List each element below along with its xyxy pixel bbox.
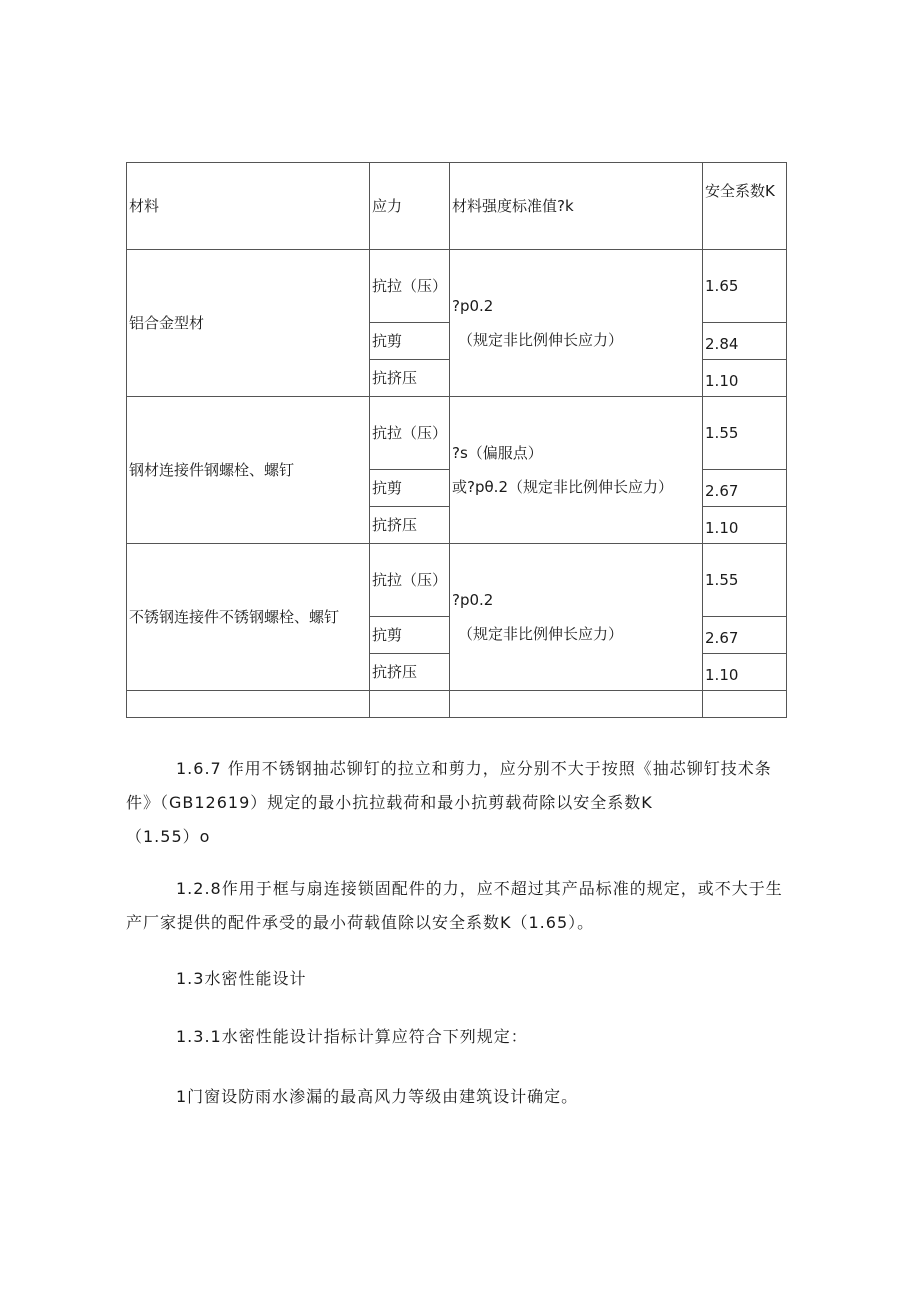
empty-cell	[370, 691, 450, 718]
stress-cell: 抗拉（压）	[370, 397, 450, 470]
k-cell: 1.10	[703, 654, 787, 691]
paragraph-1-3-1: 1.3.1水密性能设计指标计算应符合下列规定：	[176, 1027, 528, 1046]
header-stress: 应力	[370, 163, 450, 250]
stress-cell: 抗拉（压）	[370, 250, 450, 323]
k-cell: 1.65	[703, 250, 787, 323]
standard-cell	[450, 397, 703, 544]
table-row-empty	[127, 691, 787, 718]
header-material: 材料	[127, 163, 370, 250]
safety-factor-table	[126, 162, 787, 718]
empty-cell	[127, 691, 370, 718]
stress-cell: 抗挤压	[370, 360, 450, 397]
material-cell: 钢材连接件钢螺栓、螺钉	[127, 397, 370, 544]
standard-line: ?p0.2	[452, 297, 494, 315]
standard-line: （规定非比例伸长应力）	[458, 331, 624, 349]
k-cell: 2.84	[703, 323, 787, 360]
stress-cell: 抗挤压	[370, 507, 450, 544]
section-heading-1-3: 1.3水密性能设计	[176, 969, 307, 988]
paragraph-text: （1.55）o	[126, 827, 211, 846]
k-cell: 1.10	[703, 507, 787, 544]
paragraph-1-2-8: 1.2.8作用于框与扇连接锁固配件的力，应不超过其产品标准的规定，或不大于生产厂家提供的配件承受的最小荷载值除以安全系数K（1.65）。	[126, 879, 783, 932]
table-row	[127, 397, 787, 470]
stress-cell: 抗拉（压）	[370, 544, 450, 617]
stress-cell: 抗剪	[370, 617, 450, 654]
header-standard: 材料强度标准值?k	[450, 163, 703, 250]
empty-cell	[703, 691, 787, 718]
paragraph-1-6-7	[126, 752, 796, 854]
stress-cell: 抗剪	[370, 323, 450, 360]
standard-cell	[450, 544, 703, 691]
standard-line: ?p0.2	[452, 591, 494, 609]
k-cell: 2.67	[703, 617, 787, 654]
k-cell: 1.55	[703, 397, 787, 470]
standard-cell	[450, 250, 703, 397]
material-cell: 不锈钢连接件不锈钢螺栓、螺钉	[127, 544, 370, 691]
header-k: 安全系数K	[703, 163, 787, 250]
standard-line: ?s（偏服点）	[452, 444, 543, 462]
stress-cell: 抗剪	[370, 470, 450, 507]
standard-line: 或?pθ.2（规定非比例伸长应力）	[452, 478, 673, 496]
table-row	[127, 250, 787, 323]
table-header-row	[127, 163, 787, 250]
paragraph-item-1: 1门窗设防雨水渗漏的最高风力等级由建筑设计确定。	[176, 1087, 579, 1106]
stress-cell: 抗挤压	[370, 654, 450, 691]
table-row	[127, 544, 787, 617]
paragraph-text: 1.6.7 作用不锈钢抽芯铆钉的拉立和剪力，应分别不大于按照《抽芯铆钉技术条件》（GB12619）规定的最小抗拉载荷和最小抗剪载荷除以安全系数K	[126, 759, 772, 812]
k-cell: 1.10	[703, 360, 787, 397]
material-cell: 铝合金型材	[127, 250, 370, 397]
empty-cell	[450, 691, 703, 718]
standard-line: （规定非比例伸长应力）	[458, 625, 624, 643]
k-cell: 2.67	[703, 470, 787, 507]
k-cell: 1.55	[703, 544, 787, 617]
